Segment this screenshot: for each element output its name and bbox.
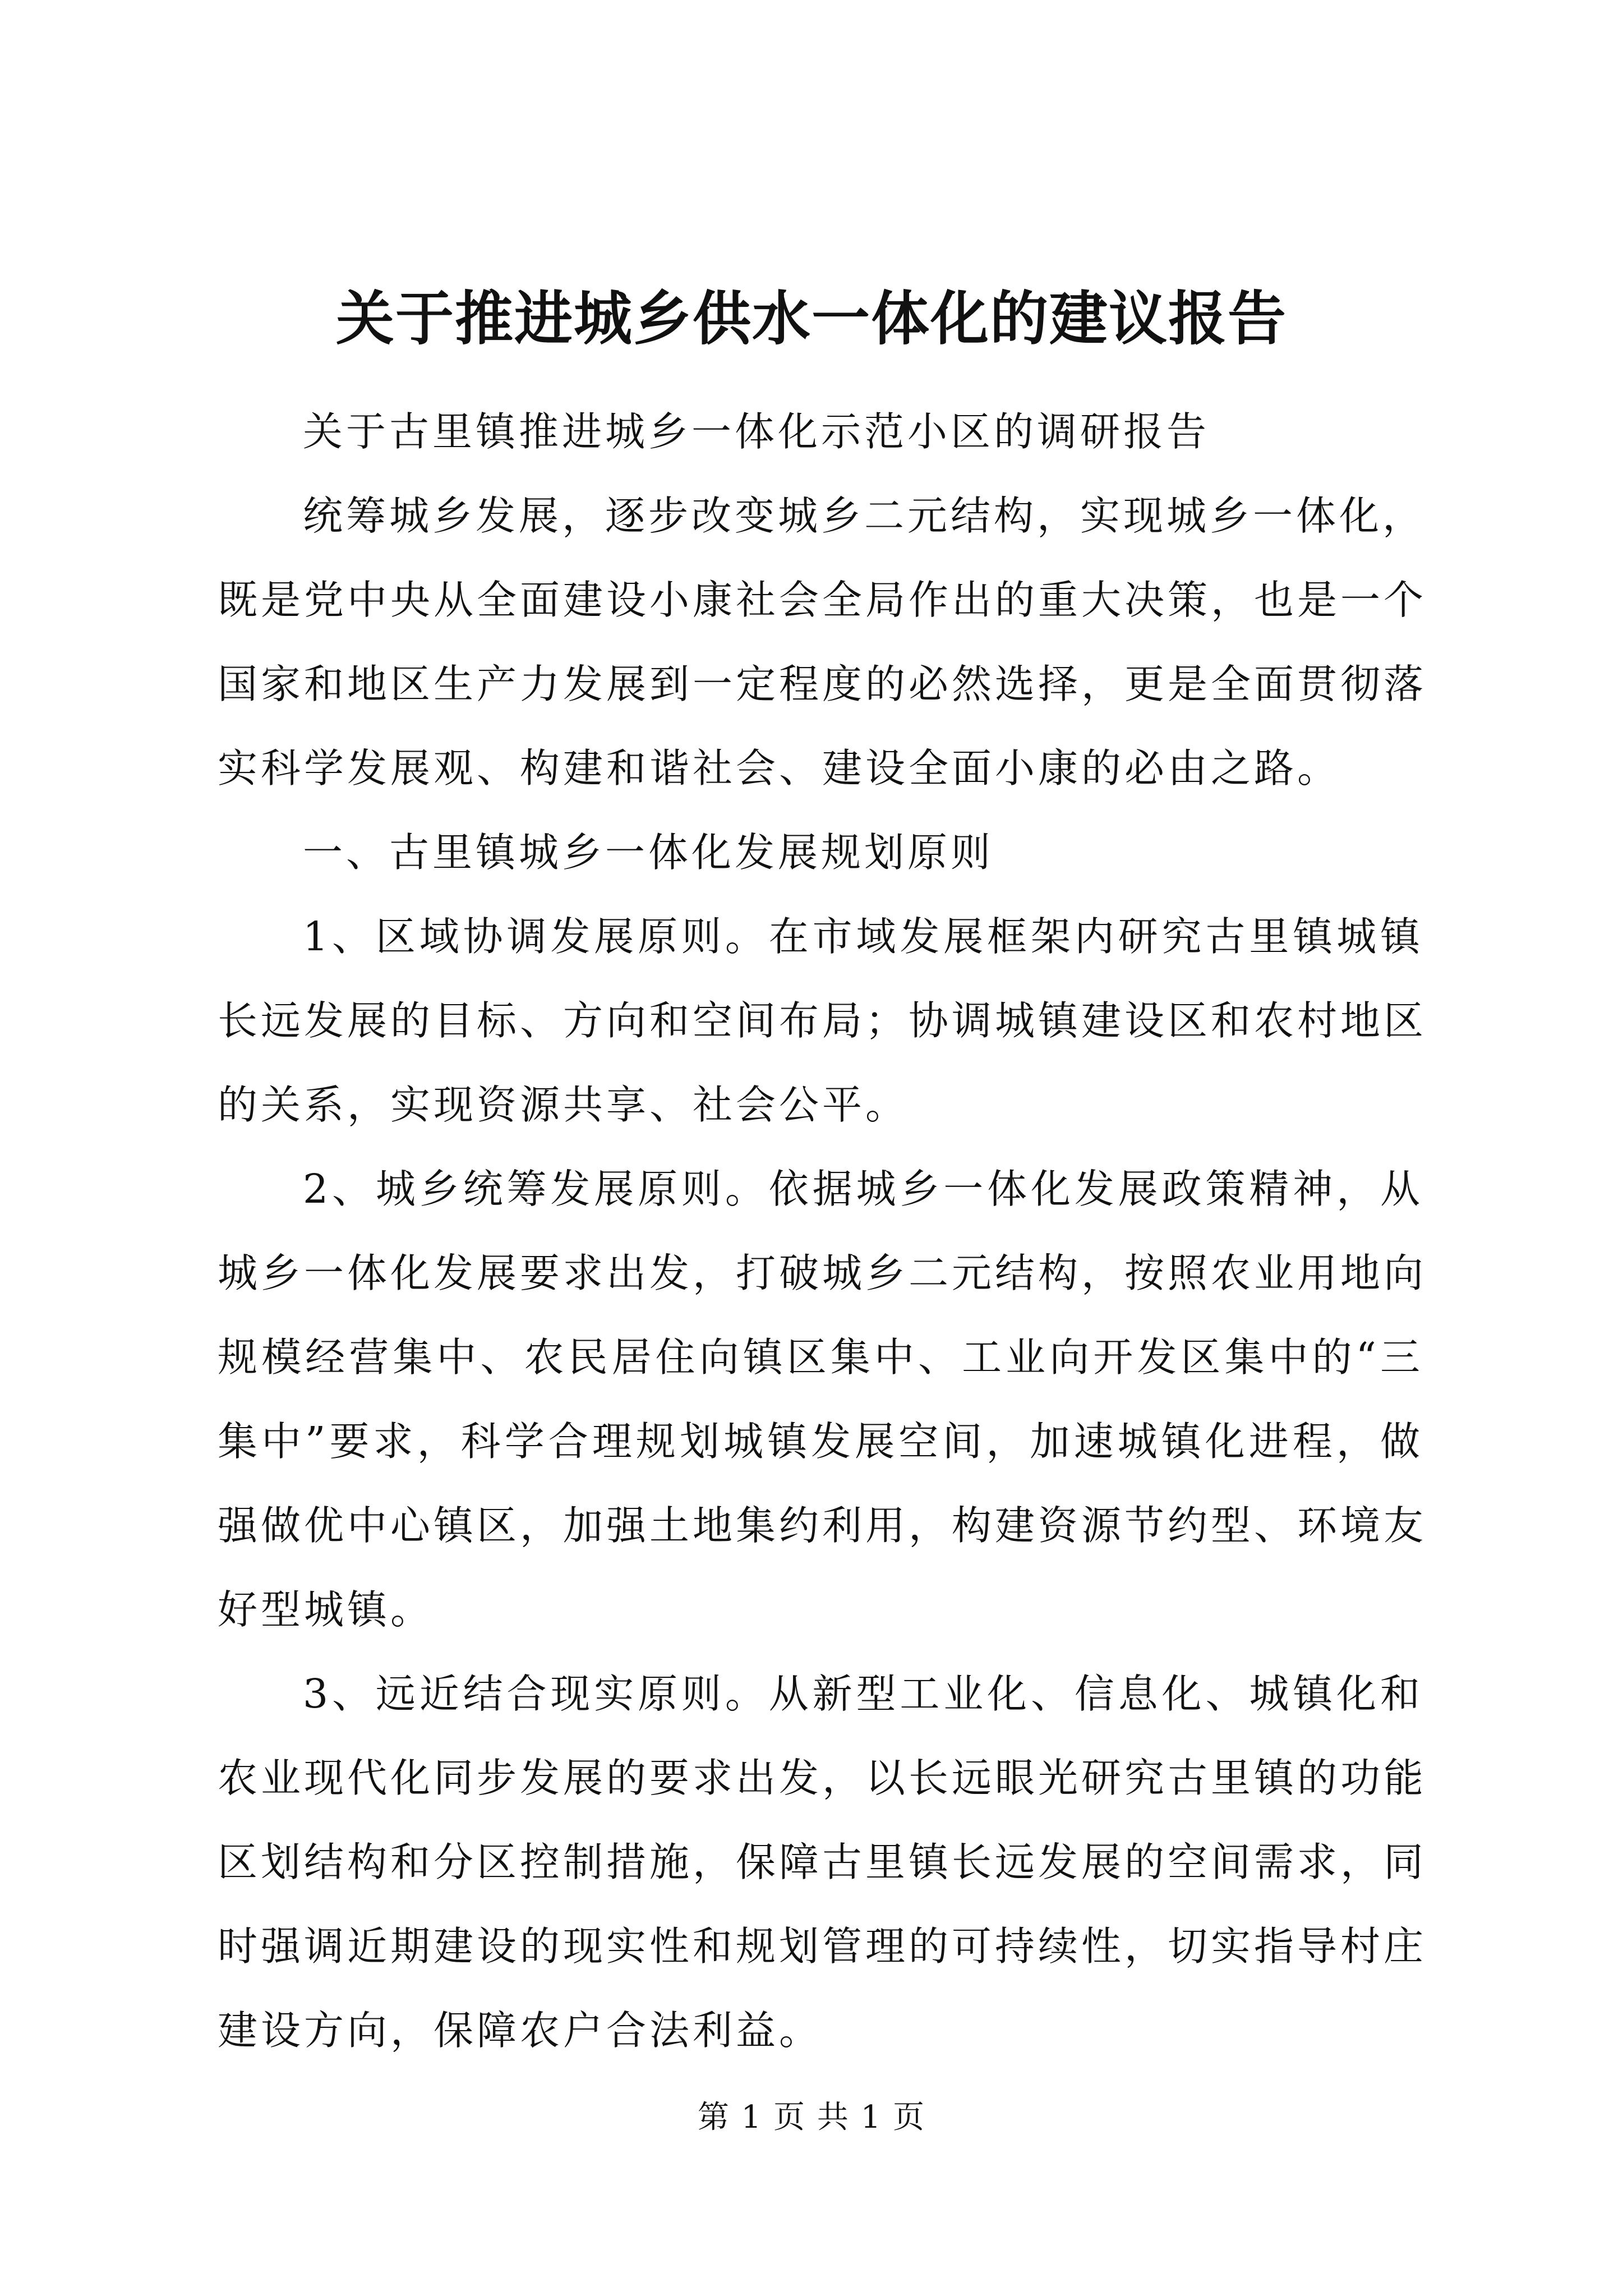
document-title: 关于推进城乡供水一体化的建议报告 <box>335 284 1287 353</box>
body-line: 1、区域协调发展原则。在市域发展框架内研究古里镇城镇 <box>303 913 1423 960</box>
body-line: 2、城乡统筹发展原则。依据城乡一体化发展政策精神，从 <box>303 1166 1423 1212</box>
body-line: 长远发展的目标、方向和空间布局；协调城镇建设区和农村地区 <box>218 997 1427 1044</box>
body-line: 集中”要求，科学合理规划城镇发展空间，加速城镇化进程，做 <box>218 1418 1423 1465</box>
body-line: 既是党中央从全面建设小康社会全局作出的重大决策，也是一个 <box>218 577 1427 623</box>
body-line: 城乡一体化发展要求出发，打破城乡二元结构，按照农业用地向 <box>218 1250 1427 1296</box>
body-line: 国家和地区生产力发展到一定程度的必然选择，更是全面贯彻落 <box>218 661 1427 707</box>
body-line: 区划结构和分区控制措施，保障古里镇长远发展的空间需求，同 <box>218 1839 1427 1885</box>
body-line: 3、远近结合现实原则。从新型工业化、信息化、城镇化和 <box>303 1671 1423 1717</box>
body-line: 农业现代化同步发展的要求出发，以长远眼光研究古里镇的功能 <box>218 1755 1427 1801</box>
body-line: 规模经营集中、农民居住向镇区集中、工业向开发区集中的“三 <box>218 1334 1423 1381</box>
body-line: 强做优中心镇区，加强土地集约利用，构建资源节约型、环境友 <box>218 1502 1427 1549</box>
body-line: 好型城镇。 <box>218 1586 434 1633</box>
body-line: 一、古里镇城乡一体化发展规划原则 <box>303 829 994 876</box>
page-footer: 第 1 页 共 1 页 <box>697 2099 926 2136</box>
body-line: 统筹城乡发展，逐步改变城乡二元结构，实现城乡一体化， <box>303 493 1426 539</box>
body-line: 时强调近期建设的现实性和规划管理的可持续性，切实指导村庄 <box>218 1923 1427 1970</box>
body-line: 建设方向，保障农户合法利益。 <box>218 2007 823 2054</box>
body-line: 关于古里镇推进城乡一体化示范小区的调研报告 <box>303 408 1210 455</box>
body-line: 的关系，实现资源共享、社会公平。 <box>218 1082 909 1128</box>
body-line: 实科学发展观、构建和谐社会、建设全面小康的必由之路。 <box>218 745 1341 792</box>
document-body <box>218 390 1427 2073</box>
